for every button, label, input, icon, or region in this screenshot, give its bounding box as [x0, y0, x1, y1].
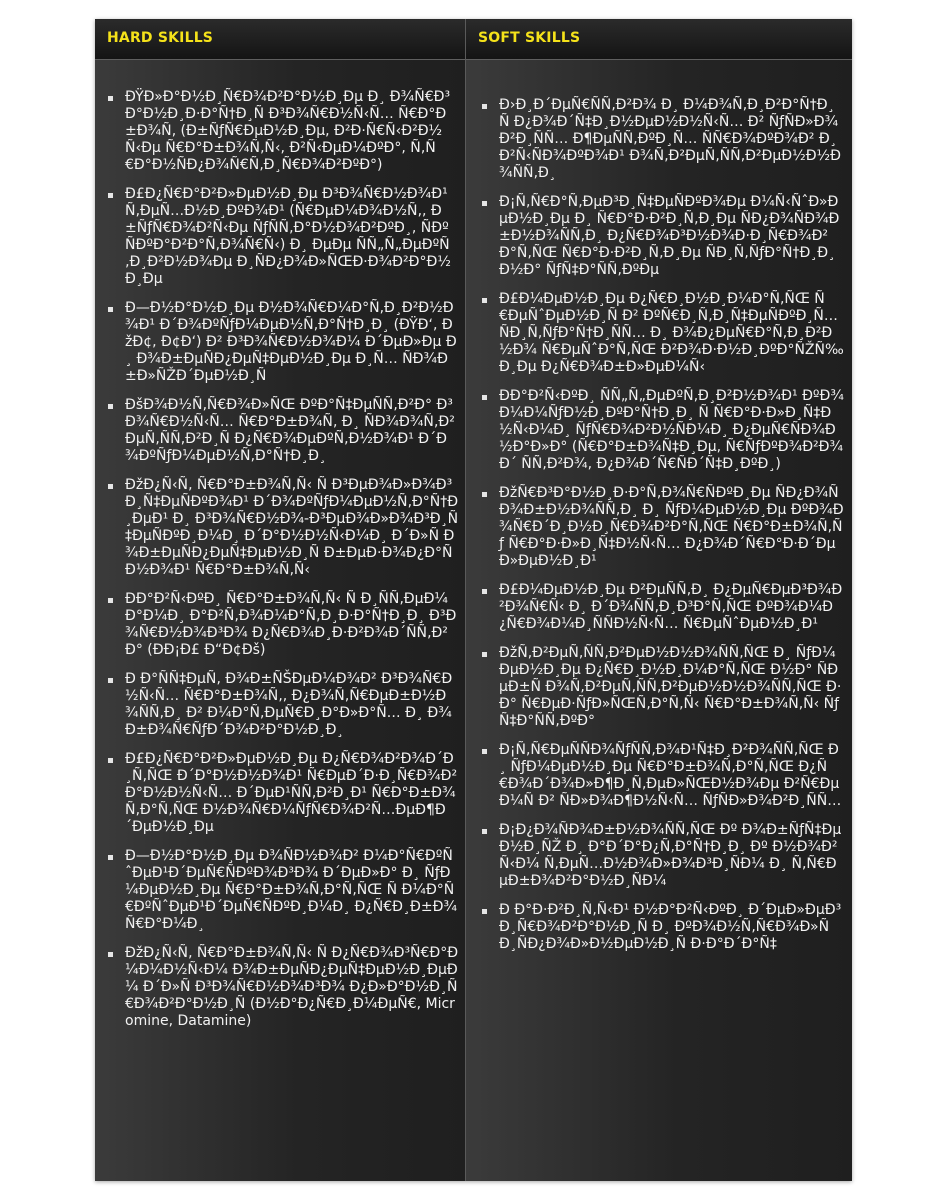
hard-skills-column — [95, 19, 466, 1181]
hard-skill-item: Ð—Ð½Ð°Ð½Ð¸Ðµ Ð½Ð¾Ñ€Ð¼Ð°Ñ‚Ð¸Ð²Ð½Ð¾Ð¹ Ð´Ð¾ÐºÑƒÐ¼ÐµÐ½Ñ‚Ð°Ñ†Ð¸Ð¸ (ÐŸÐ‘, ÐžÐ¢, Ð¢Ð‘) Ð² Ð³Ð¾Ñ€Ð½Ð¾Ð¼ Ð´ÐµÐ»Ðµ Ð¸ Ð¾Ð±ÐµÑÐ¿ÐµÑ‡ÐµÐ½Ð¸Ðµ Ð¸Ñ… ÑÐ¾Ð±Ð»ÑŽÐ´ÐµÐ½Ð¸Ñ — [125, 300, 459, 385]
soft-skill-item: Ð¡Ñ‚Ñ€Ð°Ñ‚ÐµÐ³Ð¸Ñ‡ÐµÑÐºÐ¾Ðµ Ð¼Ñ‹ÑˆÐ»ÐµÐ½Ð¸Ðµ Ð¸ Ñ€Ð°Ð·Ð²Ð¸Ñ‚Ð¸Ðµ ÑÐ¿Ð¾ÑÐ¾Ð±Ð½Ð¾ÑÑ‚Ð¸ Ð¿Ñ€Ð¾Ð³Ð½Ð¾Ð·Ð¸Ñ€Ð¾Ð²Ð°Ñ‚ÑŒ Ñ€Ð°Ð·Ð²Ð¸Ñ‚Ð¸Ðµ ÑÐ¸Ñ‚ÑƒÐ°Ñ†Ð¸Ð¸ Ð½Ð° ÑƒÑ‡Ð°ÑÑ‚ÐºÐµ — [499, 194, 844, 279]
hard-skill-item: Ð£Ð¿Ñ€Ð°Ð²Ð»ÐµÐ½Ð¸Ðµ Ð³Ð¾Ñ€Ð½Ð¾Ð¹ Ñ‚ÐµÑ…Ð½Ð¸ÐºÐ¾Ð¹ (Ñ€ÐµÐ¼Ð¾Ð½Ñ‚, Ð±ÑƒÑ€Ð¾Ð²Ñ‹Ðµ ÑƒÑÑ‚Ð°Ð½Ð¾Ð²ÐºÐ¸, ÑÐºÑÐºÐ°Ð²Ð°Ñ‚Ð¾Ñ€Ñ‹) Ð¸ ÐµÐµ ÑÑ„Ñ„ÐµÐºÑ‚Ð¸Ð²Ð½Ð¾Ðµ Ð¸ÑÐ¿Ð¾Ð»ÑŒÐ·Ð¾Ð²Ð°Ð½Ð¸Ðµ — [125, 186, 459, 288]
hard-skill-item: ÐÐ°Ð²Ñ‹ÐºÐ¸ Ñ€Ð°Ð±Ð¾Ñ‚Ñ‹ Ñ Ð¸ÑÑ‚ÐµÐ¼Ð°Ð¼Ð¸ Ð°Ð²Ñ‚Ð¾Ð¼Ð°Ñ‚Ð¸Ð·Ð°Ñ†Ð¸Ð¸ Ð³Ð¾Ñ€Ð½Ð¾Ð³Ð¾ Ð¿Ñ€Ð¾Ð¸Ð·Ð²Ð¾Ð´ÑÑ‚Ð²Ð° (ÐÐ¡Ð£ Ð“Ð¢Ðš) — [125, 591, 459, 659]
hard-skill-item: ÐžÐ¿Ñ‹Ñ‚ Ñ€Ð°Ð±Ð¾Ñ‚Ñ‹ Ñ Ð¿Ñ€Ð¾Ð³Ñ€Ð°Ð¼Ð¼Ð½Ñ‹Ð¼ Ð¾Ð±ÐµÑÐ¿ÐµÑ‡ÐµÐ½Ð¸ÐµÐ¼ Ð´Ð»Ñ Ð³Ð¾Ñ€Ð½Ð¾Ð³Ð¾ Ð¿Ð»Ð°Ð½Ð¸Ñ€Ð¾Ð²Ð°Ð½Ð¸Ñ (Ð½Ð°Ð¿Ñ€Ð¸Ð¼ÐµÑ€, Micromine, Datamine) — [125, 945, 459, 1029]
soft-skill-item: ÐžÑ€Ð³Ð°Ð½Ð¸Ð·Ð°Ñ‚Ð¾Ñ€ÑÐºÐ¸Ðµ ÑÐ¿Ð¾ÑÐ¾Ð±Ð½Ð¾ÑÑ‚Ð¸ Ð¸ ÑƒÐ¼ÐµÐ½Ð¸Ðµ ÐºÐ¾Ð¾Ñ€Ð´Ð¸Ð½Ð¸Ñ€Ð¾Ð²Ð°Ñ‚ÑŒ Ñ€Ð°Ð±Ð¾Ñ‚Ñƒ Ñ€Ð°Ð·Ð»Ð¸Ñ‡Ð½Ñ‹Ñ… Ð¿Ð¾Ð´Ñ€Ð°Ð·Ð´ÐµÐ»ÐµÐ½Ð¸Ð¹ — [499, 485, 844, 569]
soft-skills-column — [466, 19, 852, 1181]
soft-skill-item: Ð£Ð¼ÐµÐ½Ð¸Ðµ Ð²ÐµÑÑ‚Ð¸ Ð¿ÐµÑ€ÐµÐ³Ð¾Ð²Ð¾Ñ€Ñ‹ Ð¸ Ð´Ð¾ÑÑ‚Ð¸Ð³Ð°Ñ‚ÑŒ ÐºÐ¾Ð¼Ð¿Ñ€Ð¾Ð¼Ð¸ÑÑÐ½Ñ‹Ñ… Ñ€ÐµÑˆÐµÐ½Ð¸Ð¹ — [499, 582, 843, 632]
soft-skill-item: Ð Ð°Ð·Ð²Ð¸Ñ‚Ñ‹Ð¹ Ð½Ð°Ð²Ñ‹ÐºÐ¸ Ð´ÐµÐ»ÐµÐ³Ð¸Ñ€Ð¾Ð²Ð°Ð½Ð¸Ñ Ð¸ ÐºÐ¾Ð½Ñ‚Ñ€Ð¾Ð»Ñ Ð¸ÑÐ¿Ð¾Ð»Ð½ÐµÐ½Ð¸Ñ Ð·Ð°Ð´Ð°Ñ‡ — [499, 902, 844, 953]
soft-skill-item: Ð›Ð¸Ð´ÐµÑ€ÑÑ‚Ð²Ð¾ Ð¸ Ð¼Ð¾Ñ‚Ð¸Ð²Ð°Ñ†Ð¸Ñ Ð¿Ð¾Ð´Ñ‡Ð¸Ð½ÐµÐ½Ð½Ñ‹Ñ… Ð² ÑƒÑÐ»Ð¾Ð²Ð¸ÑÑ… Ð¶ÐµÑÑ‚ÐºÐ¸Ñ… ÑÑ€Ð¾ÐºÐ¾Ð² Ð¸ Ð²Ñ‹ÑÐ¾ÐºÐ¾Ð¹ Ð¾Ñ‚Ð²ÐµÑ‚ÑÑ‚Ð²ÐµÐ½Ð½Ð¾ÑÑ‚Ð¸ — [499, 97, 844, 182]
soft-skill-item: Ð£Ð¼ÐµÐ½Ð¸Ðµ Ð¿Ñ€Ð¸Ð½Ð¸Ð¼Ð°Ñ‚ÑŒ Ñ€ÐµÑˆÐµÐ½Ð¸Ñ Ð² ÐºÑ€Ð¸Ñ‚Ð¸Ñ‡ÐµÑÐºÐ¸Ñ… ÑÐ¸Ñ‚ÑƒÐ°Ñ†Ð¸ÑÑ… Ð¸ Ð¾Ð¿ÐµÑ€Ð°Ñ‚Ð¸Ð²Ð½Ð¾ Ñ€ÐµÑˆÐ°Ñ‚ÑŒ Ð²Ð¾Ð·Ð½Ð¸ÐºÐ°ÑŽÑ‰Ð¸Ðµ Ð¿Ñ€Ð¾Ð±Ð»ÐµÐ¼Ñ‹ — [499, 291, 844, 375]
soft-skills-header: SOFT SKILLS — [466, 19, 852, 60]
hard-skill-item: Ð£Ð¿Ñ€Ð°Ð²Ð»ÐµÐ½Ð¸Ðµ Ð¿Ñ€Ð¾Ð²Ð¾Ð´Ð¸Ñ‚ÑŒ Ð´Ð°Ð½Ð½Ð¾Ð¹ Ñ€ÐµÐ´Ð·Ð¸Ñ€Ð¾Ð²Ð°Ð½Ð½Ñ‹Ñ… Ð´ÐµÐ¹ÑÑ‚Ð²Ð¸Ð¹ Ñ€Ð°Ð±Ð¾Ñ‚Ð°Ñ‚ÑŒ Ð½Ð¾Ñ€Ð¼ÑƒÑ€Ð¾Ð²Ñ…ÐµÐ¶Ð´ÐµÐ½Ð¸Ðµ — [125, 751, 458, 835]
skills-table — [95, 19, 852, 1181]
hard-skill-item: Ð—Ð½Ð°Ð½Ð¸Ðµ Ð¾ÑÐ½Ð¾Ð² Ð¼Ð°Ñ€ÐºÑˆÐµÐ¹Ð´ÐµÑ€ÑÐºÐ¾Ð³Ð¾ Ð´ÐµÐ»Ð° Ð¸ ÑƒÐ¼ÐµÐ½Ð¸Ðµ Ñ€Ð°Ð±Ð¾Ñ‚Ð°Ñ‚ÑŒ Ñ Ð¼Ð°Ñ€ÐºÑˆÐµÐ¹Ð´ÐµÑ€ÑÐºÐ¸Ð¼Ð¸ Ð¿Ñ€Ð¸Ð±Ð¾Ñ€Ð°Ð¼Ð¸ — [125, 848, 458, 932]
soft-skill-item: ÐžÑ‚Ð²ÐµÑ‚ÑÑ‚Ð²ÐµÐ½Ð½Ð¾ÑÑ‚ÑŒ Ð¸ ÑƒÐ¼ÐµÐ½Ð¸Ðµ Ð¿Ñ€Ð¸Ð½Ð¸Ð¼Ð°Ñ‚ÑŒ Ð½Ð° ÑÐµÐ±Ñ Ð¾Ñ‚Ð²ÐµÑ‚ÑÑ‚Ð²ÐµÐ½Ð½Ð¾ÑÑ‚ÑŒ Ð·Ð° Ñ€ÐµÐ·ÑƒÐ»ÑŒÑ‚Ð°Ñ‚Ñ‹ Ñ€Ð°Ð±Ð¾Ñ‚Ñ‹ ÑƒÑ‡Ð°ÑÑ‚ÐºÐ° — [499, 645, 844, 730]
hard-skills-header: HARD SKILLS — [95, 19, 465, 60]
hard-skill-item: ÐžÐ¿Ñ‹Ñ‚ Ñ€Ð°Ð±Ð¾Ñ‚Ñ‹ Ñ Ð³ÐµÐ¾Ð»Ð¾Ð³Ð¸Ñ‡ÐµÑÐºÐ¾Ð¹ Ð´Ð¾ÐºÑƒÐ¼ÐµÐ½Ñ‚Ð°Ñ†Ð¸ÐµÐ¹ Ð¸ Ð³Ð¾Ñ€Ð½Ð¾-Ð³ÐµÐ¾Ð»Ð¾Ð³Ð¸Ñ‡ÐµÑÐºÐ¸Ð¼Ð¸ Ð´Ð°Ð½Ð½Ñ‹Ð¼Ð¸ Ð´Ð»Ñ Ð¾Ð±ÐµÑÐ¿ÐµÑ‡ÐµÐ½Ð¸Ñ Ð±ÐµÐ·Ð¾Ð¿Ð°ÑÐ½Ð¾Ð¹ Ñ€Ð°Ð±Ð¾Ñ‚Ñ‹ — [125, 477, 459, 578]
soft-skill-item: Ð¡Ð¿Ð¾ÑÐ¾Ð±Ð½Ð¾ÑÑ‚ÑŒ Ðº Ð¾Ð±ÑƒÑ‡ÐµÐ½Ð¸ÑŽ Ð¸ Ð°Ð´Ð°Ð¿Ñ‚Ð°Ñ†Ð¸Ð¸ Ðº Ð½Ð¾Ð²Ñ‹Ð¼ Ñ‚ÐµÑ…Ð½Ð¾Ð»Ð¾Ð³Ð¸ÑÐ¼ Ð¸ Ñ‚Ñ€ÐµÐ±Ð¾Ð²Ð°Ð½Ð¸ÑÐ¼ — [499, 822, 844, 890]
hard-skill-item: ÐšÐ¾Ð½Ñ‚Ñ€Ð¾Ð»ÑŒ ÐºÐ°Ñ‡ÐµÑÑ‚Ð²Ð° Ð³Ð¾Ñ€Ð½Ñ‹Ñ… Ñ€Ð°Ð±Ð¾Ñ‚ Ð¸ ÑÐ¾Ð¾Ñ‚Ð²ÐµÑ‚ÑÑ‚Ð²Ð¸Ñ Ð¿Ñ€Ð¾ÐµÐºÑ‚Ð½Ð¾Ð¹ Ð´Ð¾ÐºÑƒÐ¼ÐµÐ½Ñ‚Ð°Ñ†Ð¸Ð¸ — [125, 397, 459, 465]
soft-skill-item: Ð¡Ñ‚Ñ€ÐµÑÑÐ¾ÑƒÑÑ‚Ð¾Ð¹Ñ‡Ð¸Ð²Ð¾ÑÑ‚ÑŒ Ð¸ ÑƒÐ¼ÐµÐ½Ð¸Ðµ Ñ€Ð°Ð±Ð¾Ñ‚Ð°Ñ‚ÑŒ Ð¿Ñ€Ð¾Ð´Ð¾Ð»Ð¶Ð¸Ñ‚ÐµÐ»ÑŒÐ½Ð¾Ðµ Ð²Ñ€ÐµÐ¼Ñ Ð² ÑÐ»Ð¾Ð¶Ð½Ñ‹Ñ… ÑƒÑÐ»Ð¾Ð²Ð¸ÑÑ… — [499, 742, 844, 810]
soft-skills-list — [466, 60, 852, 953]
soft-skill-item: ÐÐ°Ð²Ñ‹ÐºÐ¸ ÑÑ„Ñ„ÐµÐºÑ‚Ð¸Ð²Ð½Ð¾Ð¹ ÐºÐ¾Ð¼Ð¼ÑƒÐ½Ð¸ÐºÐ°Ñ†Ð¸Ð¸ Ñ Ñ€Ð°Ð·Ð»Ð¸Ñ‡Ð½Ñ‹Ð¼Ð¸ ÑƒÑ€Ð¾Ð²Ð½ÑÐ¼Ð¸ Ð¿ÐµÑ€ÑÐ¾Ð½Ð°Ð»Ð° (Ñ€Ð°Ð±Ð¾Ñ‡Ð¸Ðµ, Ñ€ÑƒÐºÐ¾Ð²Ð¾Ð´ ÑÑ‚Ð²Ð¾, Ð¿Ð¾Ð´Ñ€ÑÐ´Ñ‡Ð¸ÐºÐ¸) — [499, 388, 844, 472]
hard-skills-list — [95, 60, 465, 1030]
hard-skill-item: Ð Ð°ÑÑ‡ÐµÑ‚ Ð¾Ð±ÑŠÐµÐ¼Ð¾Ð² Ð³Ð¾Ñ€Ð½Ñ‹Ñ… Ñ€Ð°Ð±Ð¾Ñ‚, Ð¿Ð¾Ñ‚Ñ€ÐµÐ±Ð½Ð¾ÑÑ‚Ð¸ Ð² Ð¼Ð°Ñ‚ÐµÑ€Ð¸Ð°Ð»Ð°Ñ… Ð¸ Ð¾Ð±Ð¾Ñ€ÑƒÐ´Ð¾Ð²Ð°Ð½Ð¸Ð¸ — [125, 671, 459, 739]
hard-skill-item: ÐŸÐ»Ð°Ð½Ð¸Ñ€Ð¾Ð²Ð°Ð½Ð¸Ðµ Ð¸ Ð¾Ñ€Ð³Ð°Ð½Ð¸Ð·Ð°Ñ†Ð¸Ñ Ð³Ð¾Ñ€Ð½Ñ‹Ñ… Ñ€Ð°Ð±Ð¾Ñ‚ (Ð±ÑƒÑ€ÐµÐ½Ð¸Ðµ, Ð²Ð·Ñ€Ñ‹Ð²Ð½Ñ‹Ðµ Ñ€Ð°Ð±Ð¾Ñ‚Ñ‹, Ð²Ñ‹ÐµÐ¼ÐºÐ°, Ñ‚Ñ€Ð°Ð½ÑÐ¿Ð¾Ñ€Ñ‚Ð¸Ñ€Ð¾Ð²ÐºÐ°) — [125, 89, 459, 174]
